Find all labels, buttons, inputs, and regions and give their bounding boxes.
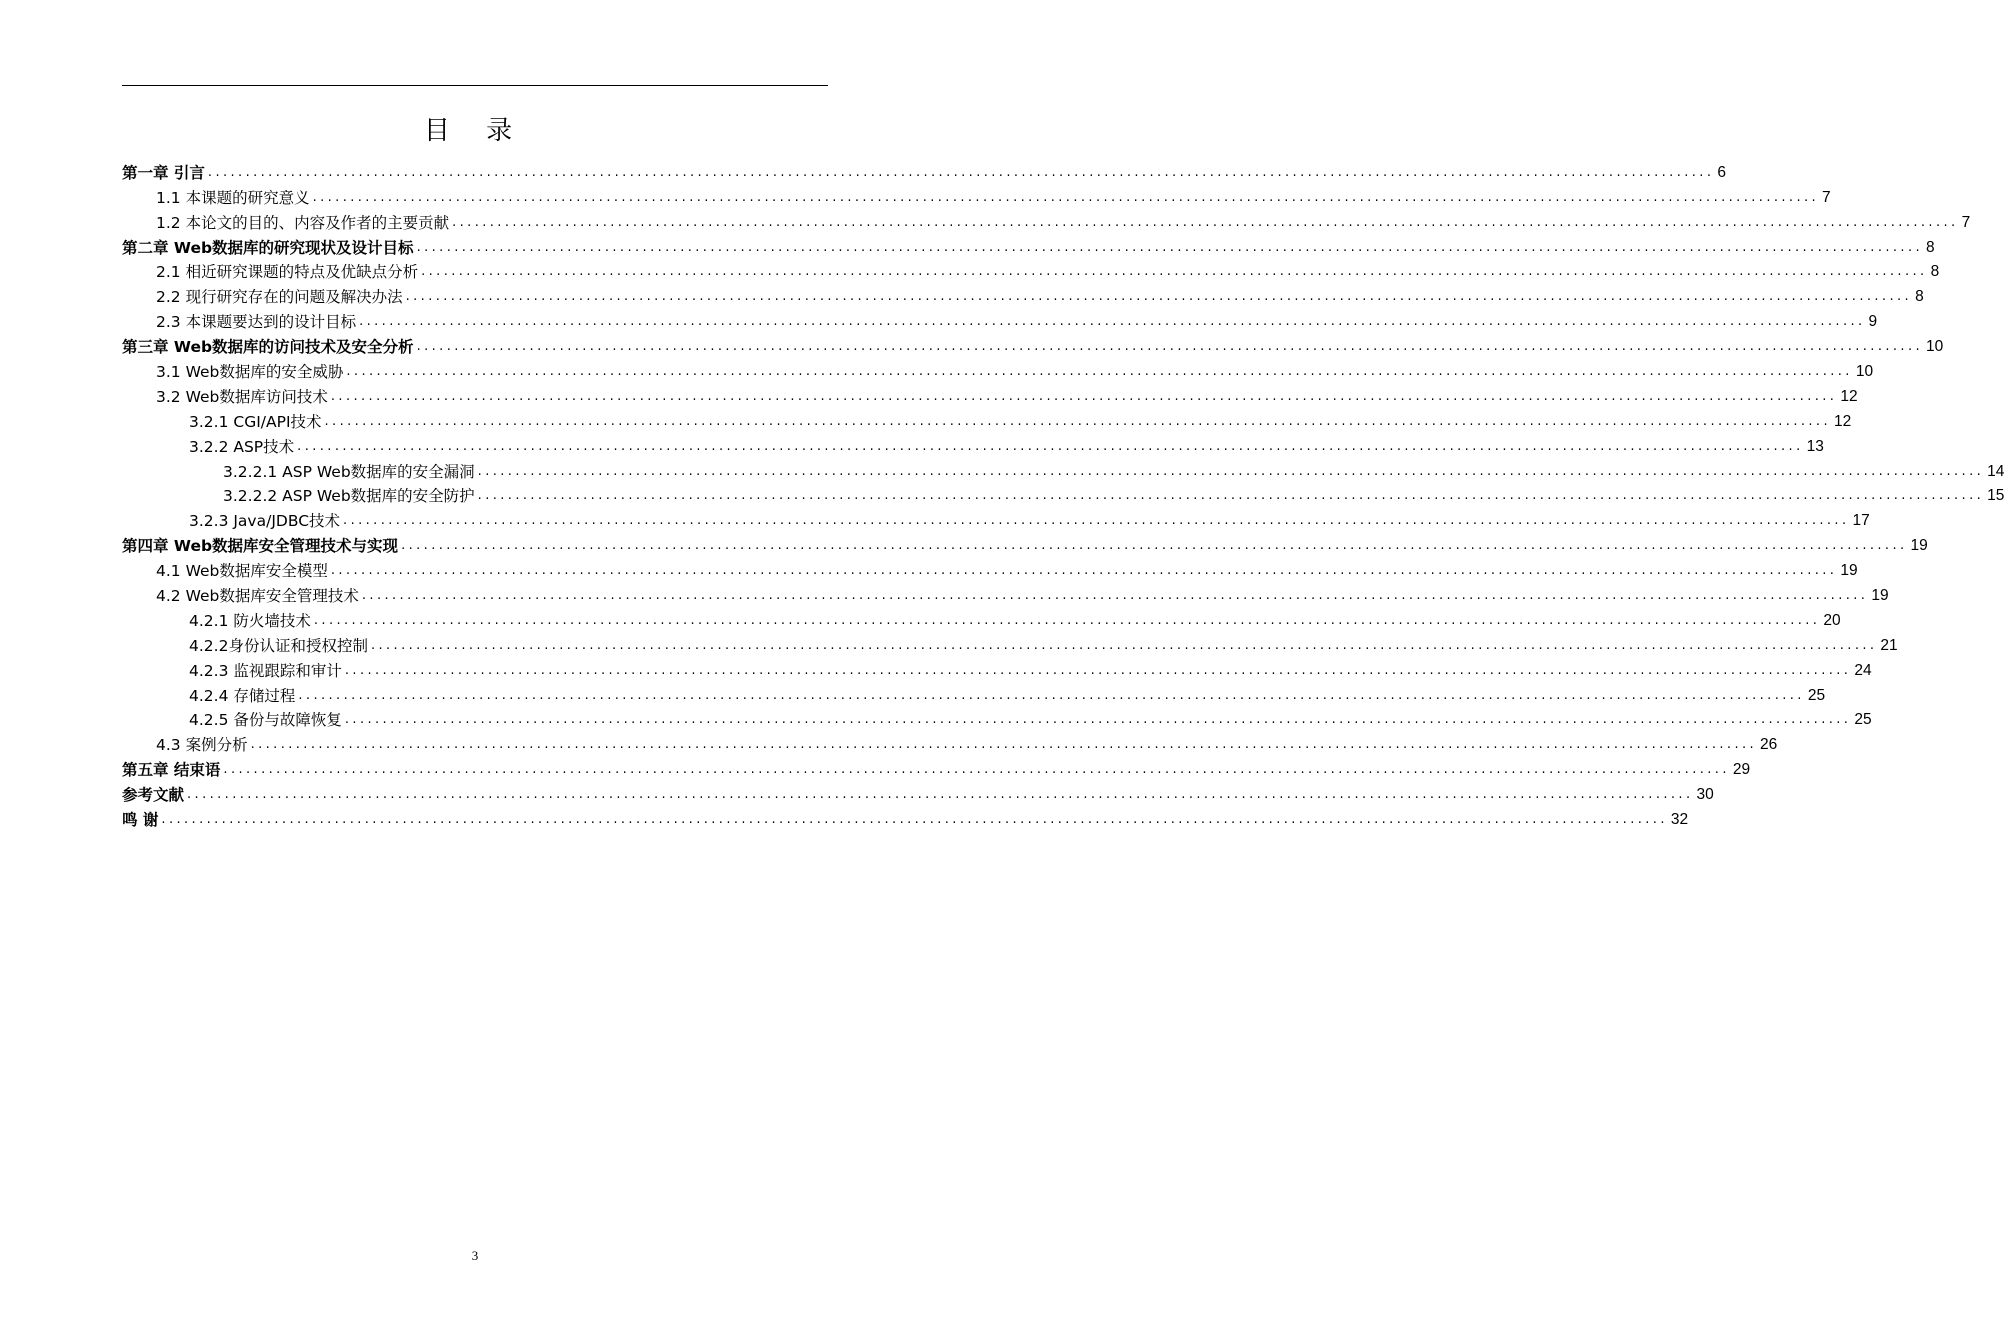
header-rule [122, 85, 828, 86]
toc-entry-page: 12 [1833, 412, 1852, 430]
dot-leader: ........................................................................................................................................................................................................ [343, 513, 1850, 529]
toc-section-entry[interactable] [122, 407, 1852, 432]
toc-entry-label: 4.2.4 存储过程 [189, 686, 296, 705]
toc-entry-page: 21 [1880, 636, 1898, 654]
toc-entry-page: 15 [1987, 487, 2004, 505]
toc-entry-label: 鸣 谢 [122, 811, 159, 830]
dot-leader: ........................................................................................................................................................................................................ [361, 588, 1869, 604]
toc-section-entry[interactable] [122, 183, 1831, 208]
toc-entry-label: 1.1 本课题的研究意义 [156, 188, 310, 207]
toc-section-entry[interactable] [122, 258, 1940, 283]
toc-entry-page: 19 [1910, 537, 1928, 555]
toc-entry-label: 1.2 本论文的目的、内容及作者的主要贡献 [156, 213, 450, 232]
dot-leader: ........................................................................................................................................................................................................ [416, 239, 1924, 255]
toc-chapter-entry[interactable] [122, 805, 1689, 830]
toc-entry-page: 24 [1854, 661, 1872, 679]
dot-leader: ........................................................................................................................................................................................................ [330, 563, 1838, 579]
toc-section-entry[interactable] [122, 282, 1924, 307]
dot-leader: ........................................................................................................................................................................................................ [344, 712, 1852, 728]
dot-leader: ........................................................................................................................................................................................................ [452, 214, 1959, 230]
toc-entry-label: 4.2.5 备份与故障恢复 [189, 711, 342, 730]
toc-entry-label: 4.3 案例分析 [156, 736, 248, 755]
dot-leader: ........................................................................................................................................................................................................ [312, 189, 1820, 205]
toc-section-entry[interactable] [122, 307, 1878, 332]
toc-entry-page: 9 [1868, 313, 1878, 331]
toc-entry-label: 第五章 结束语 [122, 761, 221, 780]
toc-entry-label: 第三章 Web数据库的访问技术及安全分析 [122, 338, 414, 357]
toc-section-entry[interactable] [122, 506, 1870, 531]
toc-section-entry[interactable] [122, 432, 1824, 457]
dot-leader: ........................................................................................................................................................................................................ [477, 488, 1985, 504]
dot-leader: ........................................................................................................................................................................................................ [324, 413, 1831, 429]
table-of-contents [122, 158, 2004, 830]
toc-entry-label: 4.1 Web数据库安全模型 [156, 562, 328, 581]
toc-entry-label: 2.2 现行研究存在的问题及解决办法 [156, 288, 403, 307]
toc-entry-label: 3.2.3 Java/JDBC技术 [189, 512, 341, 531]
toc-entry-page: 10 [1855, 363, 1874, 381]
toc-entry-page: 8 [1930, 263, 1940, 281]
page-number: 3 [471, 1248, 479, 1263]
toc-entry-label: 第二章 Web数据库的研究现状及设计目标 [122, 238, 414, 257]
toc-section-entry[interactable] [122, 656, 1872, 681]
dot-leader: ........................................................................................................................................................................................................ [401, 538, 1908, 554]
dot-leader: ........................................................................................................................................................................................................ [250, 737, 1758, 753]
toc-entry-page: 7 [1961, 213, 1971, 231]
toc-entry-page: 17 [1852, 512, 1870, 530]
toc-entry-label: 3.1 Web数据库的安全威胁 [156, 363, 344, 382]
dot-leader: ........................................................................................................................................................................................................ [405, 289, 1913, 305]
toc-entry-label: 4.2.1 防火墙技术 [189, 611, 311, 630]
toc-chapter-entry[interactable] [122, 531, 1928, 556]
toc-entry-label: 3.2.2.2 ASP Web数据库的安全防护 [223, 487, 475, 506]
dot-leader: ........................................................................................................................................................................................................ [359, 314, 1866, 330]
toc-entry-page: 30 [1696, 786, 1714, 804]
toc-section-entry[interactable] [122, 681, 1826, 706]
dot-leader: ........................................................................................................................................................................................................ [313, 612, 1821, 628]
toc-entry-page: 20 [1823, 611, 1841, 629]
dot-leader: ........................................................................................................................................................................................................ [223, 762, 1730, 778]
toc-section-entry[interactable] [122, 706, 1872, 731]
toc-chapter-entry[interactable] [122, 158, 1726, 183]
toc-entry-label: 4.2.2身份认证和授权控制 [189, 636, 368, 655]
toc-entry-page: 14 [1987, 462, 2004, 480]
toc-title: 目 录 [423, 116, 527, 146]
toc-entry-label: 3.2.2.1 ASP Web数据库的安全漏洞 [223, 462, 475, 481]
dot-leader: ........................................................................................................................................................................................................ [207, 164, 1715, 180]
dot-leader: ........................................................................................................................................................................................................ [187, 787, 1694, 803]
toc-entry-page: 19 [1871, 587, 1889, 605]
toc-section-entry[interactable] [122, 581, 1889, 606]
dot-leader: ........................................................................................................................................................................................................ [298, 687, 1805, 703]
dot-leader: ........................................................................................................................................................................................................ [346, 364, 1853, 380]
dot-leader: ........................................................................................................................................................................................................ [477, 463, 1985, 479]
toc-entry-label: 参考文献 [122, 786, 185, 805]
toc-entry-page: 25 [1807, 686, 1826, 704]
toc-entry-page: 32 [1670, 811, 1689, 829]
dot-leader: ........................................................................................................................................................................................................ [421, 264, 1928, 280]
toc-chapter-entry[interactable] [122, 755, 1751, 780]
dot-leader: ........................................................................................................................................................................................................ [344, 662, 1852, 678]
toc-entry-label: 4.2 Web数据库安全管理技术 [156, 587, 359, 606]
dot-leader: ........................................................................................................................................................................................................ [330, 388, 1838, 404]
toc-section-entry[interactable] [122, 482, 2004, 507]
toc-chapter-entry[interactable] [122, 233, 1935, 258]
toc-chapter-entry[interactable] [122, 332, 1944, 357]
toc-entry-page: 13 [1806, 437, 1824, 455]
dot-leader: ........................................................................................................................................................................................................ [161, 812, 1668, 828]
toc-entry-page: 26 [1760, 736, 1778, 754]
toc-section-entry[interactable] [122, 556, 1858, 581]
toc-entry-label: 4.2.3 监视跟踪和审计 [189, 661, 342, 680]
dot-leader: ........................................................................................................................................................................................................ [370, 637, 1878, 653]
toc-section-entry[interactable] [122, 357, 1874, 382]
toc-entry-label: 2.3 本课题要达到的设计目标 [156, 313, 357, 332]
toc-entry-label: 3.2.2 ASP技术 [189, 437, 295, 456]
toc-entry-label: 第四章 Web数据库安全管理技术与实现 [122, 537, 399, 556]
toc-entry-page: 29 [1732, 761, 1751, 779]
toc-section-entry[interactable] [122, 457, 2004, 482]
toc-chapter-entry[interactable] [122, 780, 1714, 805]
toc-entry-label: 3.2 Web数据库访问技术 [156, 387, 328, 406]
toc-section-entry[interactable] [122, 382, 1858, 407]
toc-section-entry[interactable] [122, 730, 1778, 755]
dot-leader: ........................................................................................................................................................................................................ [297, 438, 1804, 454]
toc-entry-page: 8 [1915, 288, 1924, 306]
toc-entry-label: 3.2.1 CGI/API技术 [189, 412, 322, 431]
toc-section-entry[interactable] [122, 208, 1971, 233]
dot-leader: ........................................................................................................................................................................................................ [416, 339, 1924, 355]
toc-entry-label: 2.1 相近研究课题的特点及优缺点分析 [156, 263, 419, 282]
toc-entry-page: 10 [1926, 338, 1944, 356]
toc-entry-page: 19 [1840, 562, 1858, 580]
toc-section-entry[interactable] [122, 631, 1898, 656]
toc-entry-page: 6 [1717, 163, 1726, 181]
toc-entry-page: 25 [1854, 711, 1872, 729]
toc-entry-label: 第一章 引言 [122, 163, 205, 182]
toc-entry-page: 8 [1926, 238, 1935, 256]
toc-entry-page: 12 [1840, 387, 1858, 405]
toc-section-entry[interactable] [122, 606, 1841, 631]
toc-entry-page: 7 [1822, 188, 1831, 206]
